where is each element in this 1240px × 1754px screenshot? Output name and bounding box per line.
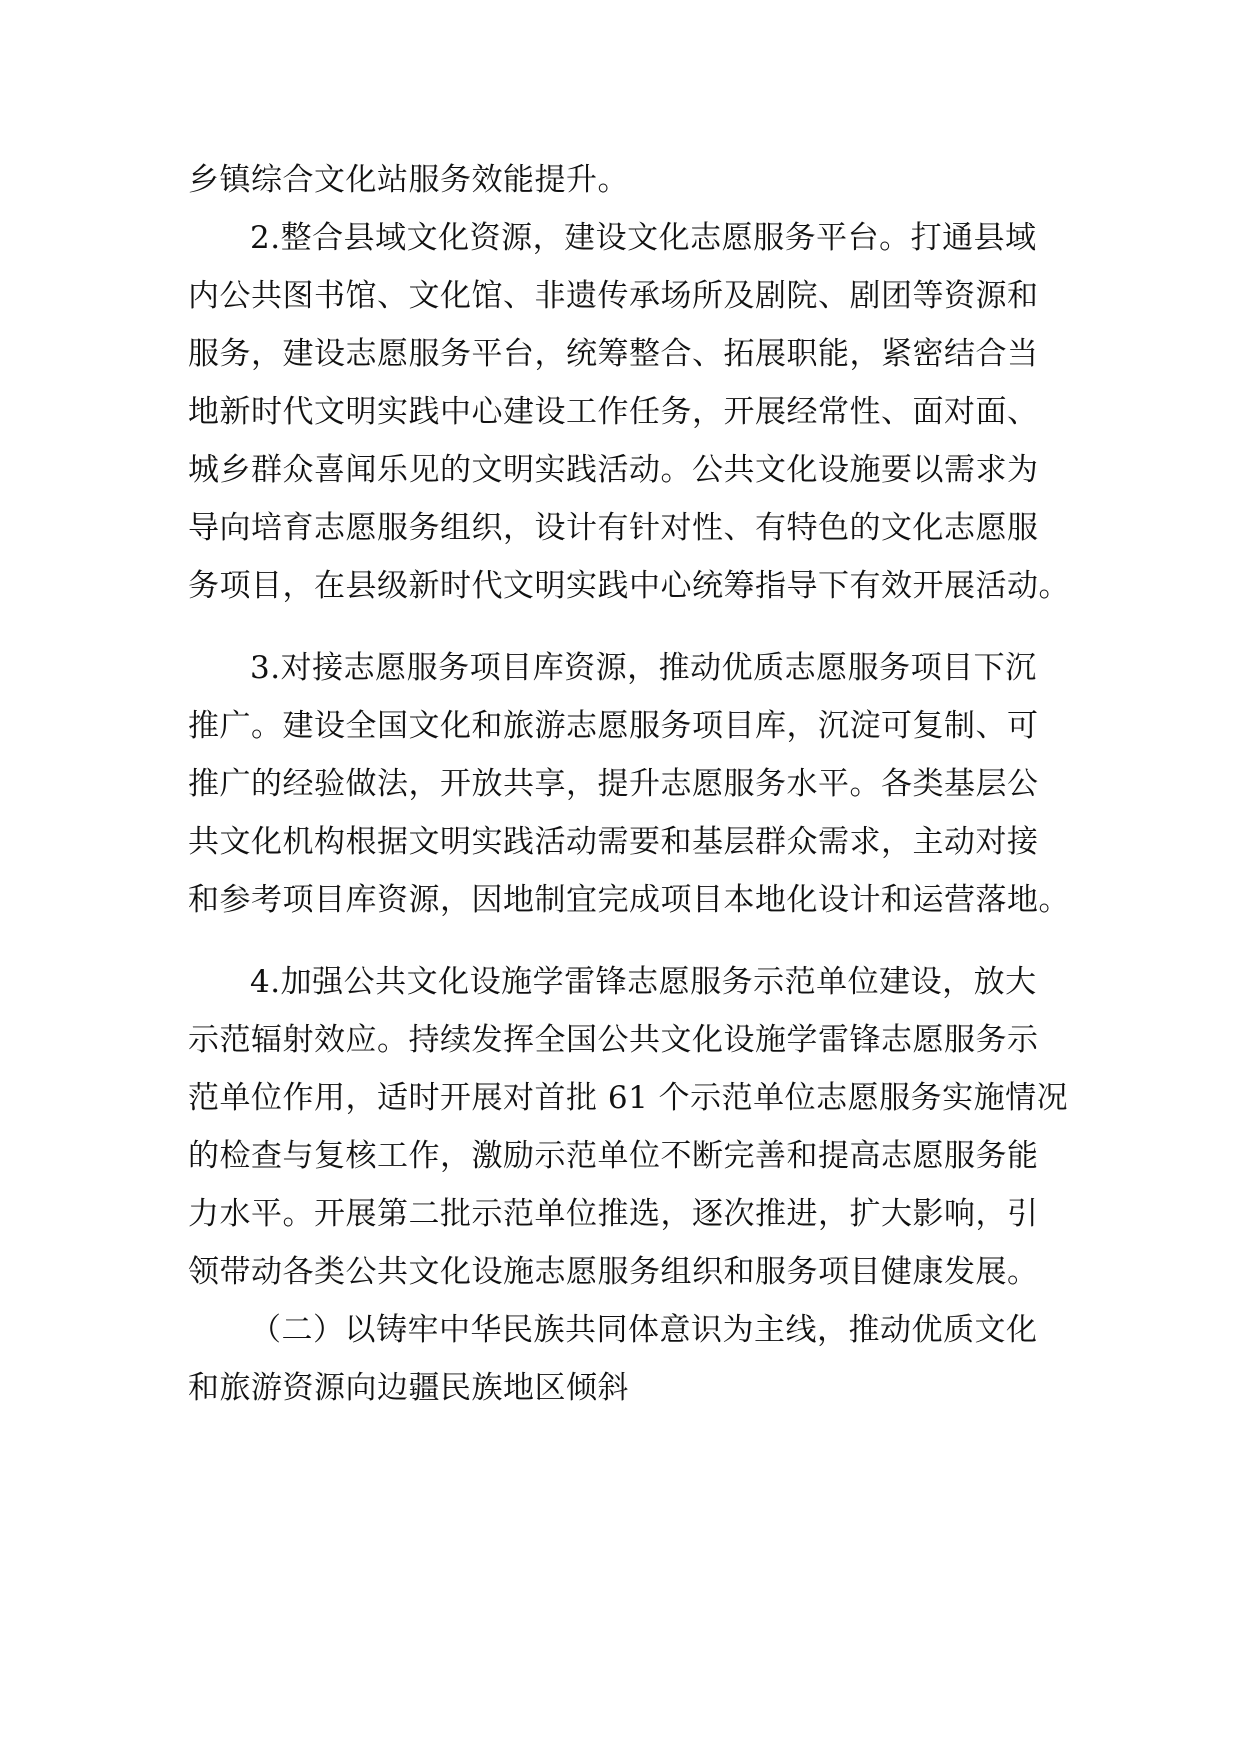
text-line: 共文化机构根据文明实践活动需要和基层群众需求，主动对接 bbox=[188, 824, 1039, 860]
section-heading-continued: 和旅游资源向边疆民族地区倾斜 bbox=[188, 1370, 629, 1406]
text-line: 2.整合县域文化资源，建设文化志愿服务平台。打通县域 bbox=[250, 220, 1037, 256]
text-line: 内公共图书馆、文化馆、非遗传承场所及剧院、剧团等资源和 bbox=[188, 278, 1039, 314]
text-line: 乡镇综合文化站服务效能提升。 bbox=[188, 162, 629, 198]
text-line: 地新时代文明实践中心建设工作任务，开展经常性、面对面、 bbox=[188, 394, 1039, 430]
text-line: 3.对接志愿服务项目库资源，推动优质志愿服务项目下沉 bbox=[250, 650, 1037, 686]
text-line: 服务，建设志愿服务平台，统筹整合、拓展职能，紧密结合当 bbox=[188, 336, 1039, 372]
text-line: 城乡群众喜闻乐见的文明实践活动。公共文化设施要以需求为 bbox=[188, 452, 1039, 488]
text-line: 力水平。开展第二批示范单位推选，逐次推进，扩大影响，引 bbox=[188, 1196, 1039, 1232]
text-line: 和参考项目库资源，因地制宜完成项目本地化设计和运营落地。 bbox=[188, 882, 1070, 918]
section-heading: （二）以铸牢中华民族共同体意识为主线，推动优质文化 bbox=[250, 1312, 1038, 1348]
text-line: 4.加强公共文化设施学雷锋志愿服务示范单位建设，放大 bbox=[250, 964, 1037, 1000]
text-line: 导向培育志愿服务组织，设计有针对性、有特色的文化志愿服 bbox=[188, 510, 1039, 546]
text-line: 领带动各类公共文化设施志愿服务组织和服务项目健康发展。 bbox=[188, 1254, 1039, 1290]
text-line: 务项目，在县级新时代文明实践中心统筹指导下有效开展活动。 bbox=[188, 568, 1070, 604]
text-line: 范单位作用，适时开展对首批 61 个示范单位志愿服务实施情况 bbox=[188, 1080, 1069, 1116]
text-line: 示范辐射效应。持续发挥全国公共文化设施学雷锋志愿服务示 bbox=[188, 1022, 1039, 1058]
text-line: 的检查与复核工作，激励示范单位不断完善和提高志愿服务能 bbox=[188, 1138, 1039, 1174]
text-line: 推广的经验做法，开放共享，提升志愿服务水平。各类基层公 bbox=[188, 766, 1039, 802]
text-line: 推广。建设全国文化和旅游志愿服务项目库，沉淀可复制、可 bbox=[188, 708, 1039, 744]
